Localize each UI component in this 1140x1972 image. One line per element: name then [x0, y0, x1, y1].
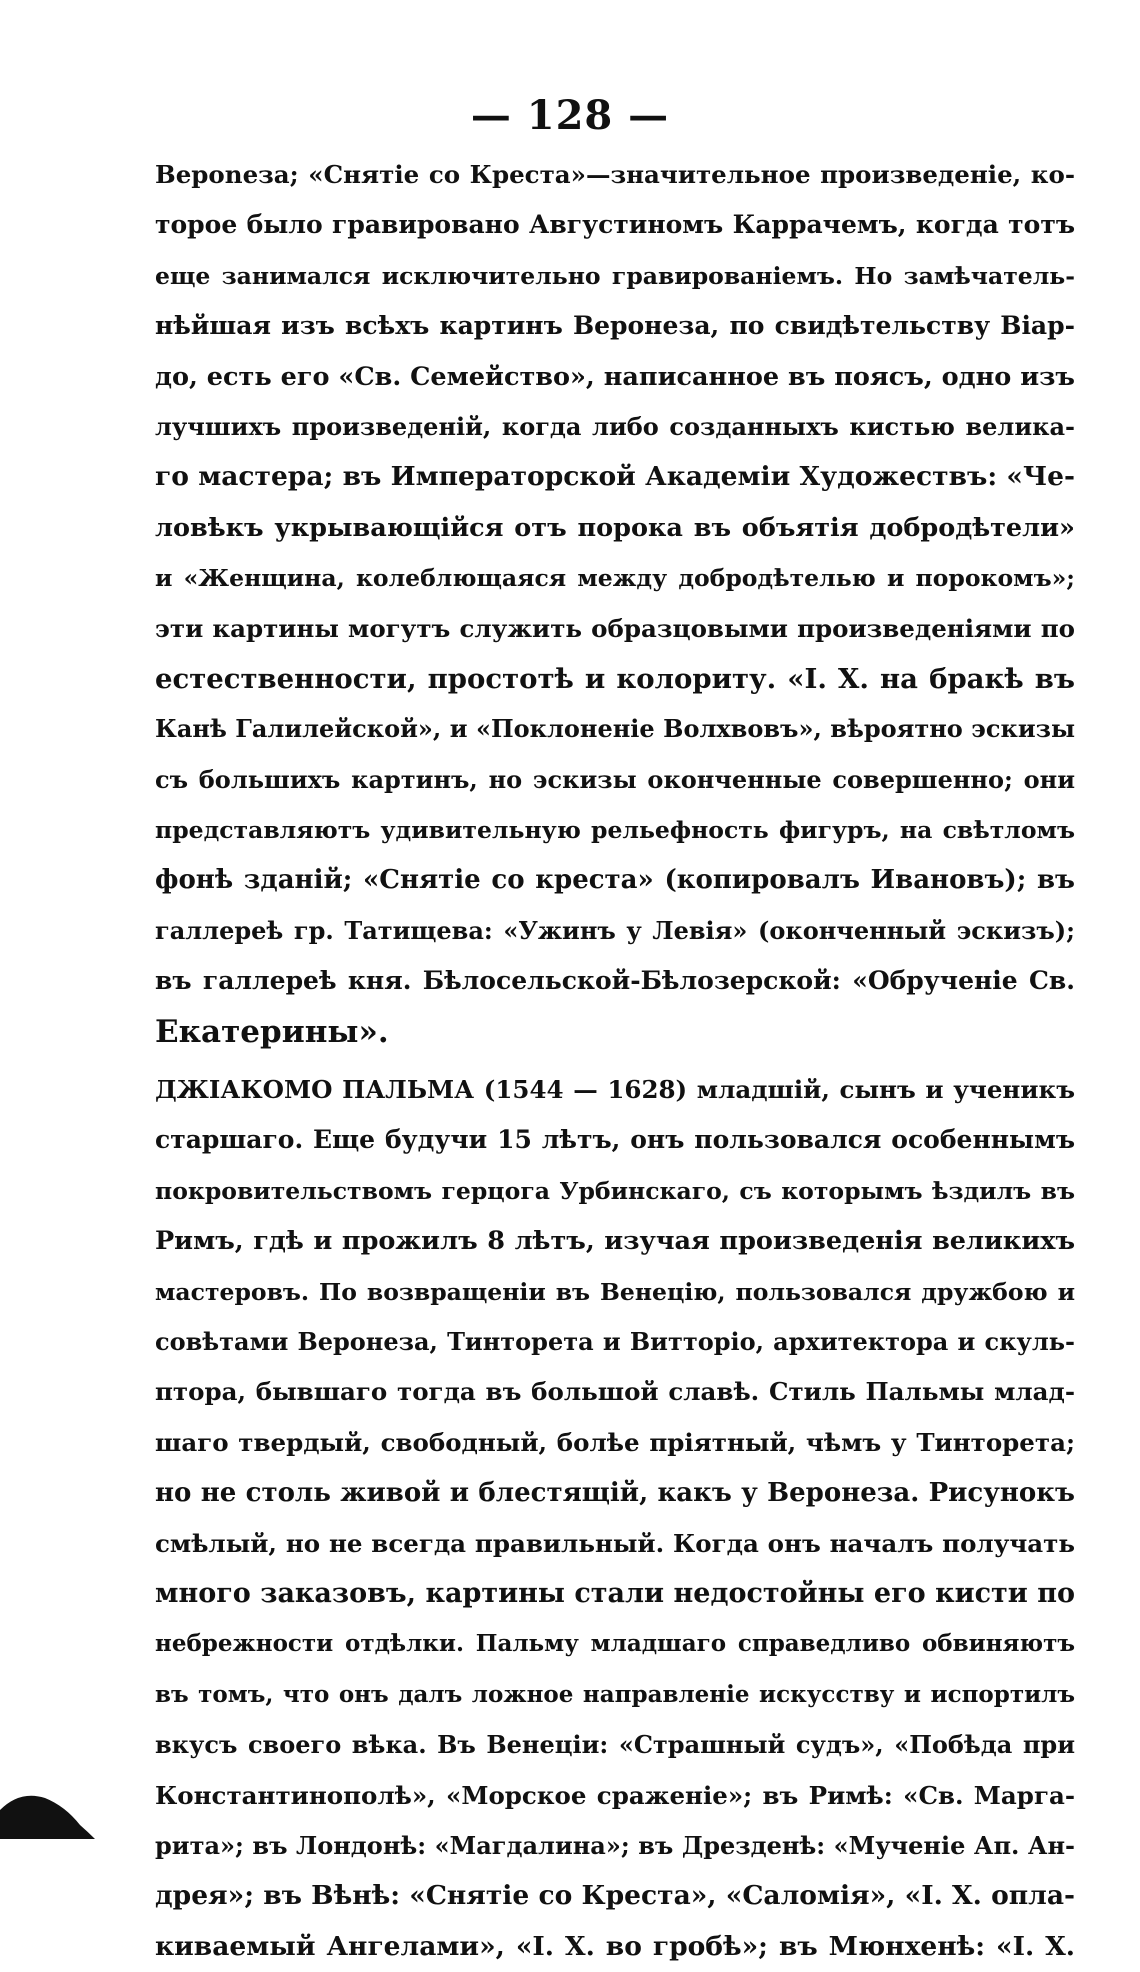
text-line: небрежности отдѣлки. Пальму младшаго справедливо обвиняютъ [155, 1630, 1075, 1658]
text-line: эти картины могутъ служить образцовыми произведеніями по [155, 613, 1075, 643]
text-line: рита»; въ Лондонѣ: «Магдалина»; въ Дрезденѣ: «Мученіе Ап. Ан- [155, 1830, 1075, 1860]
text-line: еще занимался исключительно гравированіемъ. Но замѣчатель- [155, 261, 1075, 290]
text-line: Вероneза; «Снятіе со Креста»—значительное произведеніе, ко- [155, 160, 1075, 189]
text-line: нѣйшая изъ всѣхъ картинъ Веронеза, по свидѣтельству Віар- [155, 311, 1075, 341]
text-line: торое было гравировано Августиномъ Каррачемъ, когда тотъ [155, 210, 1075, 240]
text-line: съ большихъ картинъ, но эскизы оконченные совершенно; они [155, 764, 1075, 794]
text-line: Римъ, гдѣ и прожилъ 8 лѣтъ, изучая произведенія великихъ [155, 1226, 1075, 1257]
text-line: киваемый Ангелами», «І. Х. во гробѣ»; въ Мюнхенѣ: «І. Х. [155, 1930, 1075, 1962]
text-line: естественности, простотѣ и колориту. «І. Х. на бракѣ въ [155, 662, 1075, 695]
text-line: въ галлереѣ кня. Бѣлосельской-Бѣлозерской: «Обрученіе Св. [155, 966, 1075, 996]
text-line: дрея»; въ Вѣнѣ: «Снятіе со Креста», «Саломія», «І. Х. опла- [155, 1880, 1075, 1912]
text-line: въ томъ, что онъ далъ ложное направленіе искусству и испортилъ [155, 1680, 1075, 1708]
text-line: совѣтами Веронеза, Тинторета и Витторіо, архитектора и скуль- [155, 1326, 1075, 1356]
text-line: птора, бывшаго тогда въ большой славѣ. Стиль Пальмы млад- [155, 1377, 1075, 1407]
text-line: много заказовъ, картины стали недостойны его кисти по [155, 1577, 1075, 1609]
text-line: Константинополѣ», «Морское сраженіе»; въ Римѣ: «Св. Марга- [155, 1780, 1075, 1810]
text-line: старшаго. Еще будучи 15 лѣтъ, онъ пользовался особеннымъ [155, 1125, 1075, 1155]
text-line: Екатерины». [155, 1013, 389, 1050]
text-line: но не столь живой и блестящій, какъ у Веронеза. Рисунокъ [155, 1478, 1075, 1509]
scan-corner-mark [0, 1780, 95, 1839]
text-line: смѣлый, но не всегда правильный. Когда онъ началъ получать [155, 1528, 1075, 1558]
text-line: ловѣкъ укрывающійся отъ порока въ объятія добродѣтели» [155, 512, 1075, 543]
text-line: галлереѣ гр. Татищева: «Ужинъ у Левія» (оконченный эскизъ); [155, 915, 1075, 945]
text-line: шаго твердый, свободный, болѣе пріятный, чѣмъ у Тинторета; [155, 1427, 1075, 1457]
text-line: го мастера; въ Императорской Академіи Художествъ: «Че- [155, 461, 1075, 493]
text-line: и «Женщина, колеблющаяся между добродѣтелью и порокомъ»; [155, 564, 1075, 593]
text-line: покровительствомъ герцога Урбинскаго, съ которымъ ѣздилъ въ [155, 1176, 1075, 1205]
text-line: представляютъ удивительную рельефность фигуръ, на свѣтломъ [155, 816, 1075, 845]
text-line: до, есть его «Св. Семейство», написанное въ поясъ, одно изъ [155, 361, 1075, 392]
text-line: мастеровъ. По возвращеніи въ Венецію, пользовался дружбою и [155, 1277, 1075, 1306]
body-text [155, 150, 1075, 1972]
text-line: лучшихъ произведеній, когда либо созданныхъ кистью велика- [155, 411, 1075, 441]
text-line: Канѣ Галилейской», и «Поклоненіе Волхвовъ», вѣроятно эскизы [155, 714, 1075, 744]
page-number: — 128 — [470, 92, 670, 139]
paragraph-heading-line: ДЖІАКОМО ПАЛЬМА (1544 — 1628) младшій, сынъ и ученикъ [155, 1075, 1075, 1105]
text-line: вкусъ своего вѣка. Въ Венеціи: «Страшный судъ», «Побѣда при [155, 1730, 1075, 1760]
text-line: фонѣ зданій; «Снятіе со креста» (копировалъ Ивановъ); въ [155, 865, 1075, 896]
